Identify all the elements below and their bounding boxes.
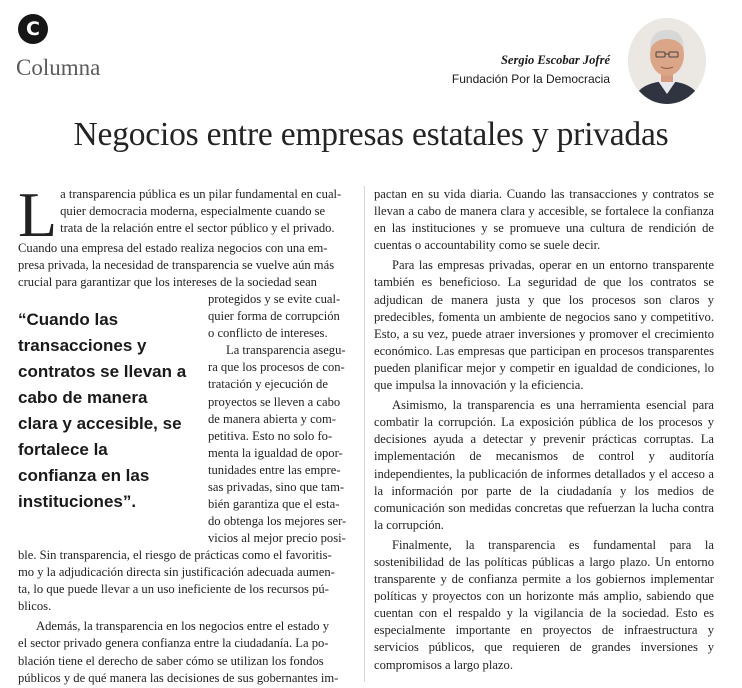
article-paragraph: Finalmente, la transparencia es fundamental para la sostenibilidad de las políticas públicas a largo plazo. Un entorno transparente y de confianza permite a los gobiernos implementar políticas y proyectos con un horizonte más amplio, sabiendo que cuentan con el respaldo y la vigilancia de la sociedad. Esto es especialmente importante en proyectos de infraestructura y servicios públicos, que requieren de grandes inversiones y compromisos a largo plazo. — [374, 537, 714, 672]
headline: Negocios entre empresas estatales y privadas — [73, 116, 669, 153]
article-line: vicios al mejor precio posi- — [208, 531, 346, 546]
article-line: públicos y de qué manera las decisiones de sus gobernantes im- — [18, 670, 339, 685]
article-narrow-column — [208, 291, 356, 547]
article-line: tratación y ejecución de — [208, 377, 328, 392]
article-line: crucial para garantizar que los intereses de la sociedad sean — [18, 275, 317, 290]
article-line: quier democracia moderna, especialmente cuando se — [60, 204, 326, 219]
article-line: mo y la adjudicación directa sin justificación adecuada aumen- — [18, 565, 335, 580]
article-line: do obtenga los mejores ser- — [208, 514, 347, 529]
article-line: blación tiene el derecho de saber cómo se utilizan los fondos — [18, 653, 324, 668]
drop-cap: L — [18, 179, 58, 250]
pull-quote: “Cuando las transacciones y contratos se llevan a cabo de manera clara y accesible, se fortalece la confianza en las instituciones”. — [18, 310, 187, 511]
article-line: menta la igualdad de opor- — [208, 445, 343, 460]
article-line: sas privadas, sino que tam- — [208, 480, 345, 495]
article-line: presa privada, la necesidad de transparencia se vuelve aún más — [18, 258, 335, 273]
section-label: Columna — [16, 55, 101, 80]
article-line: protegidos y se evite cual- — [208, 292, 341, 306]
column-badge-icon: C — [18, 14, 48, 44]
article-line: proyectos se lleven a cabo — [208, 394, 341, 409]
article-paragraph: Asimismo, la transparencia es una herramienta esencial para combatir la corrupción. La exposición pública de los procesos y decisiones ayuda a detectar y prevenir prácticas corruptas. La implementación de mecanismos de control y auditoría independientes, la publicación de informes detallados y el acceso a la información por parte de la ciudadanía y los medios de comunicación son medidas concretas que refuerzan la lucha contra la corrupción. — [374, 398, 714, 532]
author-name: Sergio Escobar Jofré — [500, 53, 610, 67]
article-line: ble. Sin transparencia, el riesgo de prácticas como el favoritis- — [18, 548, 332, 562]
article-line: o conflicto de intereses. — [208, 326, 328, 341]
article-line: trata de la relación entre el sector público y el privado. — [60, 221, 335, 236]
article-paragraph: pactan en su vida diaria. Cuando las transacciones y contratos se llevan a cabo de manera clara y accesible, se fortalece la confianza en las instituciones y se promueve una cultura de rendición de cuentas o accountability como se suele decir. — [374, 187, 714, 253]
article-line: Además, la transparencia en los negocios entre el estado y — [36, 619, 330, 634]
article-line: La transparencia asegu- — [226, 343, 346, 358]
article-bottom-left — [18, 547, 356, 687]
article-intro — [18, 179, 356, 291]
article-paragraph: Para las empresas privadas, operar en un entorno transparente también es beneficioso. La seguridad de que los contratos se adjudican de manera justa y que los procesos son claros y predecibles, fomenta un ambiente de negocios sano y competitivo. Esto, a su vez, puede atraer inversiones y promover el crecimiento económico. Las empresas que participan en procesos transparentes pueden planificar mejor y competir en igualdad de condiciones, lo que impulsa la innovación y la eficiencia. — [374, 258, 714, 393]
article-line: petitiva. Esto no solo fo- — [208, 428, 333, 443]
article-line: ra que los procesos de con- — [208, 360, 345, 375]
author-organization: Fundación Por la Democracia — [451, 72, 610, 86]
article-right-column — [374, 186, 714, 674]
article-line: a transparencia pública es un pilar fundamental en cual- — [60, 187, 342, 201]
article-line: bién garantiza que el esta- — [208, 497, 340, 512]
article-line: Cuando una empresa del estado realiza negocios con una em- — [18, 241, 328, 255]
article-line: blicos. — [18, 599, 52, 614]
article-line: ta, lo que puede llevar a un uso ineficiente de los recursos pú- — [18, 582, 329, 597]
article-line: quier forma de corrupción — [208, 309, 340, 324]
article-line: de manera abierta y com- — [208, 411, 336, 426]
article-line: tunidades entre las empre- — [208, 462, 341, 477]
column-divider — [364, 186, 365, 682]
author-photo — [628, 18, 706, 104]
article-line: el sector privado genera confianza entre la ciudadanía. La po- — [18, 636, 329, 651]
